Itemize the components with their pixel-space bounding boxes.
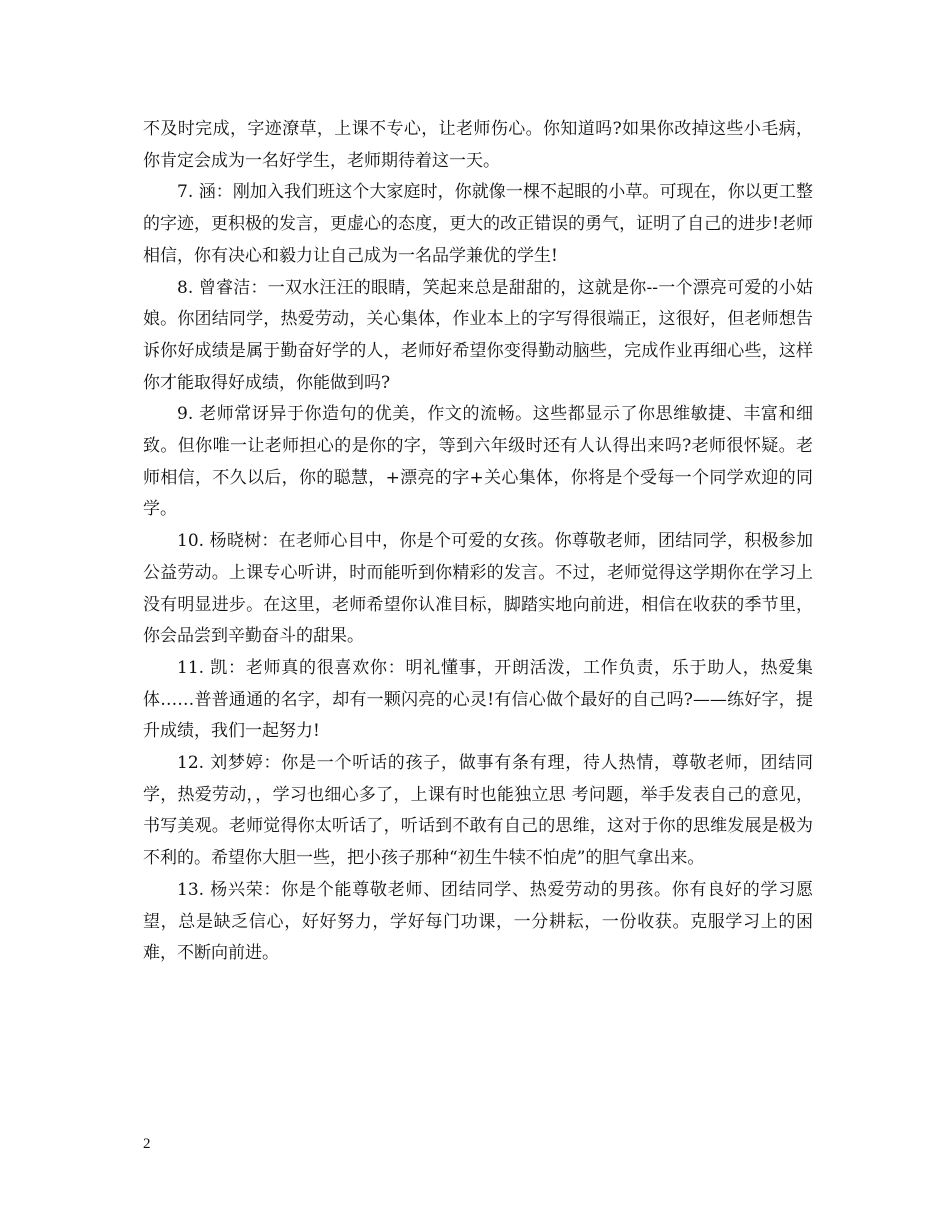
paragraph-comment-10: 10. 杨晓树：在老师心目中，你是个可爱的女孩。你尊敬老师，团结同学，积极参加公益劳动。上课专心听讲，时而能听到你精彩的发言。不过，老师觉得这学期你在学习上没有明显进步。在这里，老师希望你认准目标，脚踏实地向前进，相信在收获的季节里，你会品尝到辛勤奋斗的甜果。 (143, 531, 813, 647)
paragraph-comment-7: 7. 涵：刚加入我们班这个大家庭时，你就像一棵不起眼的小草。可现在，你以更工整的字迹，更积极的发言，更虚心的态度，更大的改正错误的勇气，证明了自己的进步!老师相信，你有决心和毅力让自己成为一名品学兼优的学生! (143, 182, 813, 266)
paragraph-comment-13: 13. 杨兴荣：你是个能尊敬老师、团结同学、热爱劳动的男孩。你有良好的学习愿望，总是缺乏信心，好好努力，学好每门功课，一分耕耘，一份收获。克服学习上的困难，不断向前进。 (143, 879, 813, 964)
document-body (143, 114, 813, 970)
paragraph-comment-12: 12. 刘梦婷：你是一个听话的孩子，做事有条有理，待人热情，尊敬老师，团结同学，热爱劳动，，学习也细心多了，上课有时也能独立思 考问题，举手发表自己的意见，书写美观。老师觉得你太听话了，听话到不敢有自己的思维，这对于你的思维发展是极为不利的。希望你大胆一些，把小孩子那种“初生牛犊不怕虎”的胆气拿出来。 (143, 753, 813, 869)
page-number: 2 (143, 1136, 151, 1152)
paragraph-comment-9: 9. 老师常讶异于你造句的优美，作文的流畅。这些都显示了你思维敏捷、丰富和细致。但你唯一让老师担心的是你的字，等到六年级时还有人认得出来吗?老师很怀疑。老师相信，不久以后，你的聪慧，+漂亮的字+关心集体，你将是个受每一个同学欢迎的同学。 (143, 404, 813, 520)
paragraph-comment-8: 8. 曾睿洁：一双水汪汪的眼睛，笑起来总是甜甜的，这就是你--一个漂亮可爱的小姑娘。你团结同学，热爱劳动，关心集体，作业本上的字写得很端正，这很好，但老师想告诉你好成绩是属于勤奋好学的人，老师好希望你变得勤动脑些，完成作业再细心些，这样你才能取得好成绩，你能做到吗? (143, 277, 813, 393)
paragraph-comment-11: 11. 凯：老师真的很喜欢你：明礼懂事，开朗活泼，工作负责，乐于助人，热爱集体……普普通通的名字，却有一颗闪亮的心灵!有信心做个最好的自己吗?——练好字，提升成绩，我们一起努力! (143, 657, 813, 742)
paragraph-continuation: 不及时完成，字迹潦草，上课不专心，让老师伤心。你知道吗?如果你改掉这些小毛病，你肯定会成为一名好学生，老师期待着这一天。 (143, 119, 813, 171)
